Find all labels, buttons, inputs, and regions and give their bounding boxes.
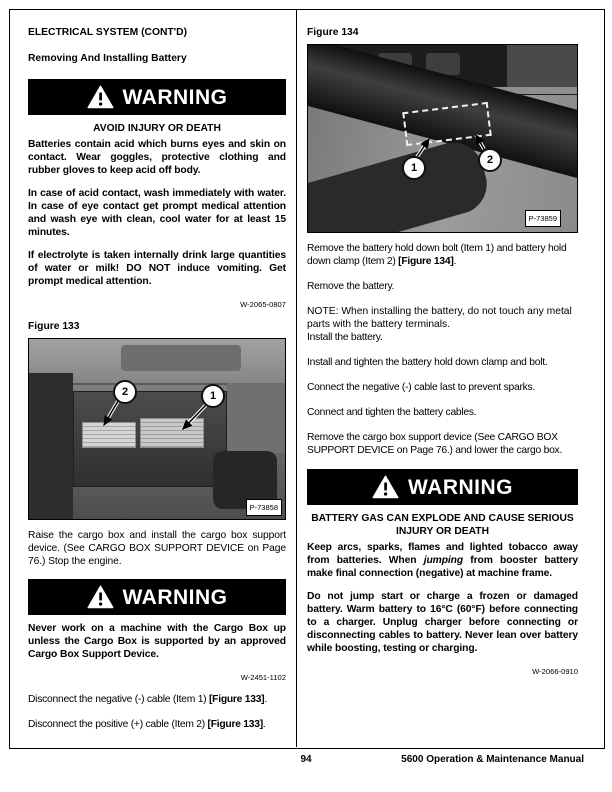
step-connect-negative: Connect the negative (-) cable last to prevent sparks.: [307, 382, 536, 393]
warning-triangle-icon: [87, 585, 114, 609]
figure-134-photo: [307, 44, 578, 233]
warning-paragraph: If electrolyte is taken internally drink large quantities of water or milk! DO NOT induce vomiting. Get prompt medical attention.: [28, 250, 286, 287]
warning-banner-label: WARNING: [122, 85, 228, 109]
figure-133-callout-2: 2: [113, 380, 137, 404]
warning-paragraph: Do not jump start or charge a frozen or damaged battery. Warm battery to 16°C (60°F) before connecting to a charger. Unplug charger before connecting or disconnecting cables to battery. Never lean over battery while boosting, testing or charging.: [307, 591, 578, 654]
warning-triangle-icon: [372, 475, 399, 499]
figure-133-photo: [28, 338, 286, 520]
step-remove-support-device: Remove the cargo box support device (See CARGO BOX SUPPORT DEVICE on Page 76.) and lower the cargo box.: [307, 432, 563, 456]
page-number: 94: [300, 754, 312, 765]
warning-code: W-2065-0807: [240, 300, 286, 309]
figure-133-label: Figure 133: [28, 321, 80, 332]
warning-text: from booster battery make final connection (negative) at machine frame.: [307, 555, 578, 579]
callout-arrow-layer: [29, 339, 286, 519]
warning-paragraph: [307, 541, 578, 580]
note-paragraph: [307, 305, 578, 331]
step-text: Disconnect the negative (-) cable (Item 1): [28, 694, 209, 705]
step-install-clamp: Install and tighten the battery hold down clamp and bolt.: [307, 357, 548, 368]
step-remove-battery: Remove the battery.: [307, 281, 395, 292]
warning-paragraph: Never work on a machine with the Cargo Box up unless the Cargo Box is supported by an approved Cargo Box Support Device.: [28, 623, 286, 660]
figure-134-label: Figure 134: [307, 27, 359, 38]
figure-133-callout-1: 1: [201, 384, 225, 408]
note-label: NOTE:: [307, 306, 339, 317]
figure-134-callout-2: 2: [478, 148, 502, 172]
photo-code-label: P-73858: [246, 499, 282, 516]
step-text: .: [453, 256, 457, 267]
warning-heading: AVOID INJURY OR DEATH: [93, 123, 221, 134]
warning-triangle-icon: [87, 85, 114, 109]
figure-reference: [Figure 134]: [398, 256, 454, 267]
warning-paragraph: Batteries contain acid which burns eyes and skin on contact. Wear goggles, protective clothing and rubber gloves to keep acid off body.: [28, 139, 286, 176]
warning-banner-acid: [28, 79, 286, 115]
warning-code: W-2066-0910: [532, 667, 578, 676]
warning-text: Keep arcs, sparks, flames and lighted tobacco away from batteries. When: [307, 542, 578, 566]
step-disconnect-positive: [28, 718, 286, 731]
paragraph-raise-cargo-box: Raise the cargo box and install the cargo box support device. (See CARGO BOX SUPPORT DEVICE on Page 76.) Stop the engine.: [28, 530, 286, 567]
warning-banner-gas: [307, 469, 578, 505]
figure-reference: [Figure 133]: [207, 719, 263, 730]
step-text: .: [262, 719, 266, 730]
note-body: When installing the battery, do not touch any metal parts with the battery terminals.: [307, 306, 572, 330]
right-column: [307, 26, 578, 687]
warning-banner-cargo: [28, 579, 286, 615]
warning-banner-label: WARNING: [122, 585, 228, 609]
step-install-battery: Install the battery.: [307, 332, 383, 343]
warning-banner-label: WARNING: [408, 475, 513, 499]
column-divider: [296, 9, 297, 747]
step-text: Remove the battery hold down bolt (Item 1) and battery hold down clamp (Item 2): [307, 243, 567, 267]
step-connect-tighten: Connect and tighten the battery cables.: [307, 407, 477, 418]
figure-134-callout-1: 1: [402, 156, 426, 180]
page-footer: [0, 754, 612, 770]
warning-code: W-2451-1102: [240, 673, 286, 682]
manual-title: 5600 Operation & Maintenance Manual: [401, 754, 584, 765]
callout-arrow-layer: [308, 45, 578, 232]
step-text: Disconnect the positive (+) cable (Item 2): [28, 719, 208, 730]
subsection-header: Removing And Installing Battery: [28, 53, 187, 64]
warning-paragraph: In case of acid contact, wash immediately with water. In case of eye contact get prompt medical attention and wash eye with clean, cool water for at least 15 minutes.: [28, 188, 286, 238]
figure-reference: [Figure 133]: [208, 694, 265, 705]
left-column: [28, 26, 286, 743]
step-disconnect-negative: [28, 693, 286, 706]
step-remove-bolt: [307, 242, 578, 268]
photo-code-label: P-73859: [525, 210, 561, 227]
warning-heading: BATTERY GAS CAN EXPLODE AND CAUSE SERIOUS INJURY OR DEATH: [311, 513, 574, 537]
section-header: ELECTRICAL SYSTEM (CONT'D): [28, 27, 187, 38]
step-text: .: [264, 694, 267, 705]
warning-text-italic: jumping: [423, 555, 464, 566]
